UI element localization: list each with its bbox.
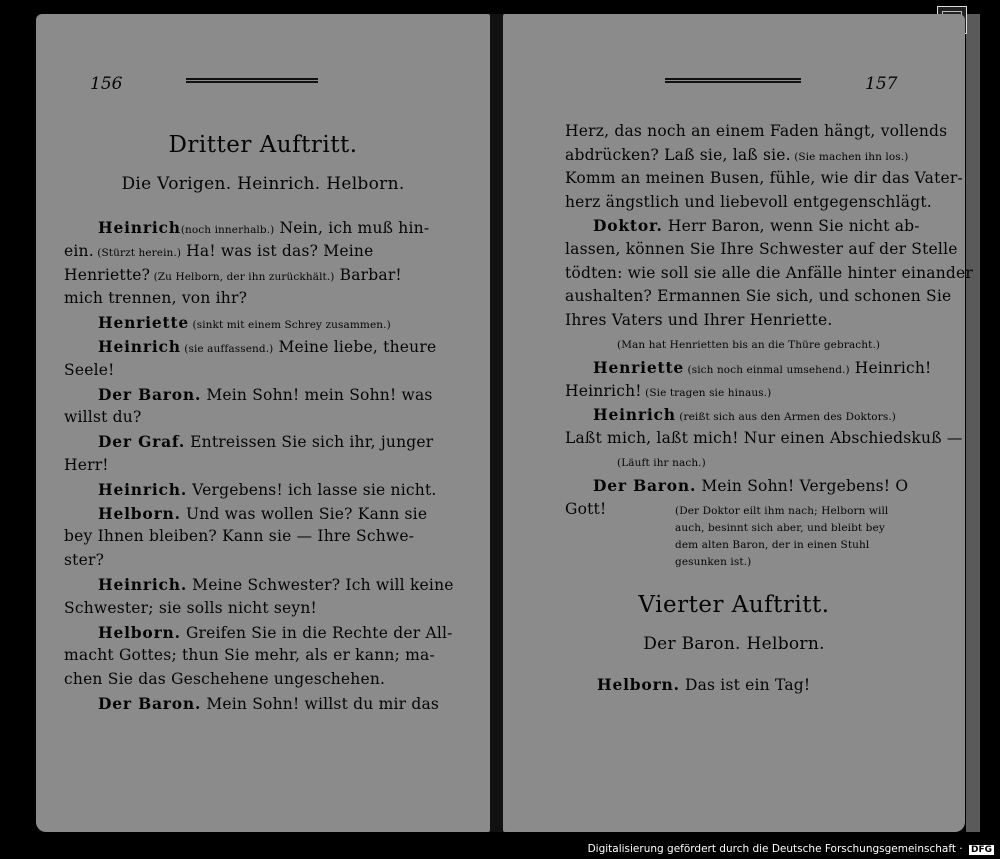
- text-line: [593, 407, 896, 424]
- speaker: Der Baron.: [593, 476, 697, 495]
- speaker: Heinrich: [98, 337, 181, 356]
- line-text: aushalten? Ermannen Sie sich, und schonen Sie: [565, 287, 952, 306]
- scene-heading: Dritter Auftritt.: [168, 132, 358, 158]
- text-line: [64, 241, 374, 260]
- line-text: Herz, das noch an einem Faden hängt, vollends: [565, 122, 948, 140]
- text-line: [98, 384, 433, 404]
- text-line: [98, 696, 439, 713]
- speaker: Helborn.: [98, 622, 181, 642]
- text-line: [565, 310, 833, 329]
- stage-direction: (Zu Helborn, der ihn zurückhält.): [150, 270, 335, 283]
- stage-direction-line: (Der Doktor eilt ihm nach; Helborn will: [675, 505, 889, 517]
- stage-direction-line: auch, besinnt sich aber, und bleibt bey: [675, 522, 885, 534]
- speaker: Henriette: [593, 358, 685, 377]
- scene-cast: Der Baron. Helborn.: [643, 634, 825, 654]
- stage-direction-line: gesunken ist.): [675, 556, 752, 568]
- line-text: Ha! was ist das? Meine: [181, 241, 374, 260]
- text-line: [565, 124, 947, 140]
- scene-heading: Vierter Auftritt.: [638, 592, 830, 618]
- line-text: Entreissen Sie sich ihr, junger: [185, 433, 434, 452]
- line-text: Gott!: [565, 499, 607, 518]
- text-line: [98, 622, 453, 642]
- line-text: bey Ihnen bleiben? Kann sie — Ihre Schwe-: [64, 527, 415, 546]
- speaker: Doktor.: [593, 216, 663, 236]
- final-line: [597, 677, 810, 694]
- line-text: herz ängstlich und liebevoll entgegenschlägt.: [565, 192, 932, 211]
- text-line: [64, 648, 435, 664]
- text-line: [565, 499, 607, 518]
- text-line: [64, 265, 402, 284]
- header-rule: [186, 78, 318, 83]
- line-text: mich trennen, von ihr?: [64, 289, 248, 308]
- speaker: Heinrich: [98, 218, 181, 237]
- text-line: [64, 553, 104, 569]
- line-text: Schwester; sie solls nicht seyn!: [64, 598, 317, 617]
- line-text: Vergebens! ich lasse sie nicht.: [187, 480, 437, 499]
- scene-cast: Die Vorigen. Heinrich. Helborn.: [121, 174, 405, 194]
- text-line: [565, 381, 772, 400]
- page-number: 157: [865, 74, 898, 94]
- text-line: [98, 315, 391, 332]
- text-line: [617, 454, 706, 470]
- speaker: Der Baron.: [98, 694, 202, 713]
- stage-direction: (Sie machen ihn los.): [790, 150, 909, 163]
- text-line: [565, 289, 951, 305]
- speaker: Henriette: [98, 313, 190, 333]
- header-rule: [665, 78, 801, 83]
- text-line: [64, 360, 115, 379]
- stage-direction: (sie auffassend.): [180, 343, 274, 355]
- line-text: tödten: wie soll sie alle die Anfälle hinter einander: [565, 263, 973, 282]
- line-text: Mein Sohn! mein Sohn! was: [201, 385, 433, 404]
- text-line: [565, 428, 963, 447]
- line-text: Herr!: [64, 456, 109, 474]
- text-line: [64, 410, 141, 426]
- text-line: [593, 360, 932, 377]
- line-text: Meine Schwester? Ich will keine: [187, 576, 454, 594]
- line-text: abdrücken? Laß sie, laß sie.: [565, 145, 791, 164]
- text-line: [565, 263, 973, 282]
- line-text: Greifen Sie in die Rechte der All-: [180, 623, 453, 642]
- page-edge-strip: [966, 14, 980, 832]
- speaker: Der Baron.: [98, 384, 202, 404]
- text-line: [98, 479, 437, 499]
- line-text: Laßt mich, laßt mich! Nur einen Abschiedskuß —: [565, 428, 963, 447]
- line-text: Barbar!: [334, 265, 402, 284]
- book-gutter: [490, 14, 503, 832]
- text-line: [565, 192, 932, 211]
- stage-direction: (Man hat Henrietten bis an die Thüre gebracht.): [617, 339, 881, 352]
- line-text: Mein Sohn! willst du mir das: [201, 695, 440, 713]
- stage-direction: (sich noch einmal umsehend.): [684, 364, 850, 376]
- text-line: [98, 503, 428, 523]
- text-line: [64, 598, 317, 617]
- speaker: Der Graf.: [98, 432, 186, 452]
- text-line: [98, 577, 454, 594]
- line-text: ein.: [64, 241, 94, 260]
- text-line: [98, 220, 429, 237]
- line-text: Heinrich!: [565, 381, 642, 400]
- text-line: [98, 339, 436, 356]
- stage-direction: (noch innerhalb.): [180, 224, 275, 236]
- line-text: Mein Sohn! Vergebens! O: [696, 477, 909, 495]
- text-line: [64, 529, 414, 545]
- text-line: [565, 242, 958, 258]
- stage-direction: (Sie tragen sie hinaus.): [641, 386, 772, 399]
- text-line: [64, 291, 247, 307]
- line-text: Nein, ich muß hin-: [274, 219, 430, 237]
- line-text: Und was wollen Sie? Kann sie: [180, 504, 428, 523]
- stage-direction: (Läuft ihr nach.): [617, 457, 706, 470]
- stage-direction: (Stürzt herein.): [93, 246, 182, 259]
- stage-direction: (sinkt mit einem Schrey zusammen.): [189, 319, 391, 332]
- text-line: [593, 478, 908, 495]
- page-number: 156: [90, 74, 123, 94]
- line-text: chen Sie das Geschehene ungeschehen.: [64, 670, 386, 689]
- credit-text: Digitalisierung gefördert durch die Deutsche Forschungsgemeinschaft: [587, 843, 956, 855]
- text-line: [617, 336, 880, 352]
- text-line: [64, 458, 109, 474]
- line-text: Das ist ein Tag!: [679, 676, 811, 694]
- right-page: [503, 14, 973, 832]
- text-line: [593, 218, 920, 235]
- speaker: Heinrich: [593, 405, 676, 425]
- speaker: Heinrich.: [98, 479, 188, 499]
- text-line: [98, 434, 433, 451]
- line-text: Komm an meinen Busen, fühle, wie dir das Vater-: [565, 169, 963, 188]
- text-line: [565, 171, 963, 187]
- line-text: Herr Baron, wenn Sie nicht ab-: [662, 217, 920, 236]
- line-text: lassen, können Sie Ihre Schwester auf der Stelle: [565, 240, 958, 258]
- line-text: ster?: [64, 551, 105, 570]
- text-line: [565, 145, 909, 164]
- stage-direction-line: dem alten Baron, der in einen Stuhl: [675, 539, 870, 551]
- line-text: macht Gottes; thun Sie mehr, als er kann; ma-: [64, 646, 435, 665]
- speaker: Helborn.: [98, 503, 181, 523]
- stage-direction: (reißt sich aus den Armen des Doktors.): [675, 411, 896, 424]
- speaker: Heinrich.: [98, 575, 188, 594]
- line-text: Heinrich!: [849, 359, 932, 377]
- left-page: [36, 14, 490, 832]
- footer-credit: Digitalisierung gefördert durch die Deutsche Forschungsgemeinschaft · DFG: [587, 843, 992, 855]
- line-text: Ihres Vaters und Ihrer Henriette.: [565, 310, 833, 329]
- line-text: willst du?: [64, 408, 142, 427]
- dfg-logo: DFG: [970, 845, 992, 855]
- line-text: Meine liebe, theure: [273, 338, 437, 356]
- line-text: Seele!: [64, 360, 115, 379]
- line-text: Henriette?: [64, 265, 151, 284]
- speaker: Helborn.: [597, 675, 680, 694]
- text-line: [64, 672, 385, 688]
